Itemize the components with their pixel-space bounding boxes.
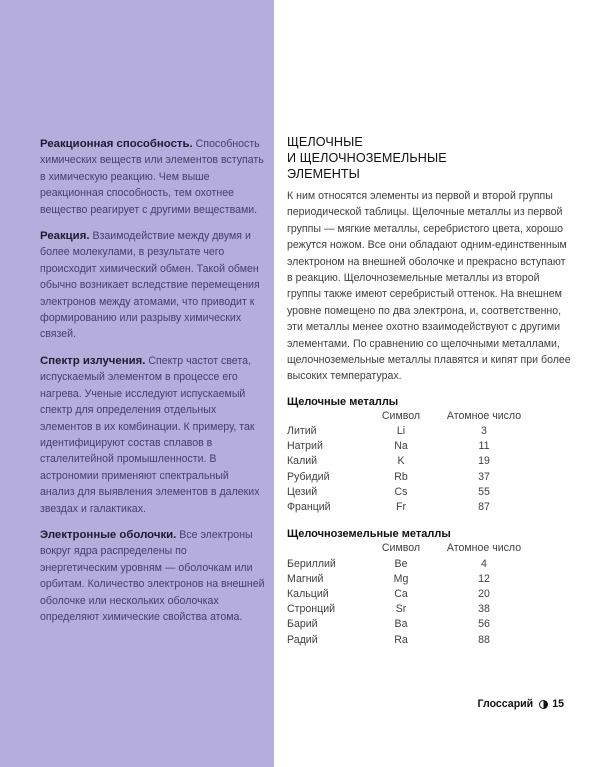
element-number: 37 [478, 470, 490, 483]
element-symbol: Ba [394, 618, 408, 631]
footer-section-label: Глоссарий [477, 698, 534, 710]
element-symbol: Cs [394, 485, 408, 498]
section-title-line: ЭЛЕМЕНТЫ [287, 167, 360, 181]
table-row [287, 572, 537, 587]
element-name: Радий [287, 633, 318, 646]
element-name: Бериллий [287, 557, 336, 570]
alkaline-earth-table-title: Щелочноземельные металлы [287, 528, 451, 541]
element-number: 12 [478, 572, 490, 585]
section-title [287, 134, 573, 182]
element-symbol: Fr [396, 501, 406, 514]
table-row [287, 602, 537, 617]
element-symbol: K [397, 455, 405, 468]
page-footer [478, 698, 565, 710]
element-symbol: Mg [393, 572, 409, 585]
element-name: Кальций [287, 587, 329, 600]
table-row [287, 485, 537, 500]
element-number: 11 [478, 440, 490, 453]
table-row [287, 454, 537, 469]
element-symbol: Ca [394, 587, 408, 600]
table-row [287, 587, 537, 602]
element-number: 87 [478, 501, 490, 514]
glossary-entry [40, 527, 266, 625]
glossary-term: Спектр излучения. [40, 354, 146, 367]
element-name: Франций [287, 501, 331, 514]
section-title-line: ЩЕЛОЧНЫЕ [287, 135, 363, 149]
element-name: Натрий [287, 440, 323, 453]
section-title-line: И ЩЕЛОЧНОЗЕМЕЛЬНЫЕ [287, 151, 447, 165]
glossary-text: Способность химических веществ или элементов вступать в химическую реакцию. Чем выше реакционная способность, тем охотнее вещество реагирует с другими веществами. [40, 138, 264, 216]
header-name [287, 409, 371, 424]
table-header-row [287, 409, 537, 424]
element-symbol: Li [396, 425, 406, 438]
glossary-text: Взаимодействие между двумя и более молекулами, в результате чего происходит химический обмен. Такой обмен обычно возникает вследствие перемещения электронов между атомами, что приводит к формированию или разрыву химических связей. [40, 230, 260, 341]
element-symbol: Na [394, 440, 408, 453]
element-number: 56 [478, 618, 490, 631]
element-name: Стронций [287, 603, 336, 616]
section-intro: К ним относятся элементы из первой и второй группы периодической таблицы. Щелочные металлы из первой группы — мягкие металлы, серебристого цвета, хорошо режутся ножом. Все они обладают одним-единственным электроном на внешней оболочке и прекрасно вступают в реакцию. Щелочноземельные металлы из второй группы также имеют серебристый оттенок. На внешнем уровне помещено по два электрона, и, соответственно, эти металлы менее охотно взаимодействуют с другими элементами. По сравнению со щелочными металлами, щелочноземельные металлы плавятся и кипят при более высоких температурах. [287, 190, 571, 383]
alkali-table [287, 409, 537, 515]
element-symbol: Ra [394, 633, 408, 646]
element-symbol: Be [394, 557, 408, 570]
element-number: 55 [478, 485, 490, 498]
glossary-text: Все электроны вокруг ядра распределены по энергетическим уровням — оболочкам или орбитам. Количество электронов на внешней оболочке или нескольких оболочках определяют химические свойства атома. [40, 528, 265, 623]
header-symbol: Символ [381, 409, 421, 422]
element-number: 38 [478, 603, 490, 616]
table-row [287, 470, 537, 485]
element-name: Цезий [287, 485, 318, 498]
element-number: 4 [481, 557, 487, 570]
glossary-term: Реакционная способность. [40, 138, 193, 150]
glossary-term: Электронные оболочки. [40, 528, 177, 541]
table-row [287, 500, 537, 515]
element-name: Рубидий [287, 470, 330, 483]
glossary-term: Реакция. [40, 230, 90, 243]
elements-section [287, 134, 573, 660]
element-name: Магний [287, 572, 324, 585]
element-number: 3 [481, 425, 487, 438]
element-symbol: Rb [394, 470, 408, 483]
table-row [287, 424, 537, 439]
glossary-entry [40, 353, 266, 517]
element-symbol: Sr [395, 603, 407, 616]
table-row [287, 617, 537, 632]
header-number: Атомное число [446, 542, 522, 555]
header-number: Атомное число [446, 409, 522, 422]
element-number: 88 [478, 633, 490, 646]
table-row [287, 557, 537, 572]
glossary-entry [40, 228, 266, 343]
element-name: Барий [287, 618, 318, 631]
glossary-entry [40, 136, 266, 218]
half-circle-icon [539, 700, 548, 709]
element-name: Калий [287, 455, 318, 468]
element-number: 20 [478, 587, 490, 600]
alkali-table-title: Щелочные металлы [287, 395, 399, 408]
alkaline-earth-table [287, 541, 537, 647]
element-number: 19 [478, 455, 490, 468]
glossary-text: Спектр частот света, испускаемый элементом в процессе его нагрева. Ученые исследуют испускаемый спектр для определения отдельных элементов в их комбинации. К примеру, так идентифицируют состав сплавов в сталелитейной промышленности. В астрономии применяют спектральный анализ для выявления элементов в далеких звездах и галактиках. [40, 354, 260, 515]
header-symbol: Символ [381, 542, 421, 555]
table-row [287, 439, 537, 454]
header-name [287, 541, 371, 556]
table-row [287, 633, 537, 648]
glossary-column [40, 136, 266, 635]
table-header-row [287, 541, 537, 556]
page-number: 15 [552, 698, 564, 710]
element-name: Литий [287, 425, 317, 438]
